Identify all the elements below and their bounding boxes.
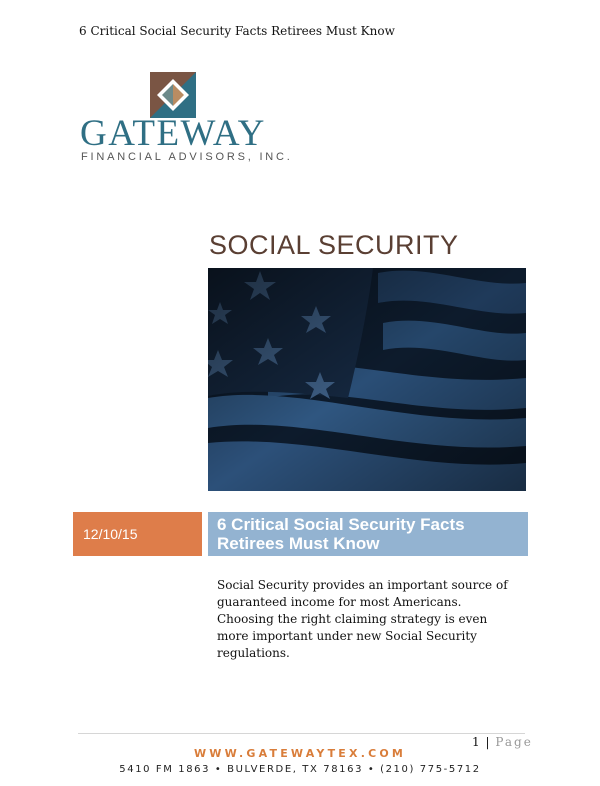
intro-paragraph: Social Security provides an important source of guaranteed income for most Americans. Choosing the right claiming strategy is even more important under new Social Security regulations. [217, 578, 508, 660]
footer-address: 5410 FM 1863 • BULVERDE, TX 78163 • (210) 775-5712 [119, 764, 481, 775]
footer-website: WWW.GATEWAYTEX.COM [193, 747, 407, 760]
logo-subtitle: FINANCIAL ADVISORS, INC. [81, 151, 293, 163]
page-separator: | [485, 735, 490, 749]
headline-line-1: 6 Critical Social Security Facts [217, 515, 465, 534]
headline-box [208, 512, 528, 556]
page-number: 1 [472, 735, 480, 749]
gateway-logo-icon [150, 72, 196, 118]
page-word: Page [495, 735, 533, 749]
date-box: 12/10/15 [73, 512, 202, 556]
headline-line-2: Retirees Must Know [217, 534, 380, 553]
american-flag-image [208, 268, 526, 491]
cover-title: SOCIAL SECURITY [209, 230, 459, 260]
footer-divider [78, 733, 525, 734]
logo-wordmark: GATEWAY [80, 113, 266, 154]
running-header: 6 Critical Social Security Facts Retirees Must Know [79, 24, 395, 38]
